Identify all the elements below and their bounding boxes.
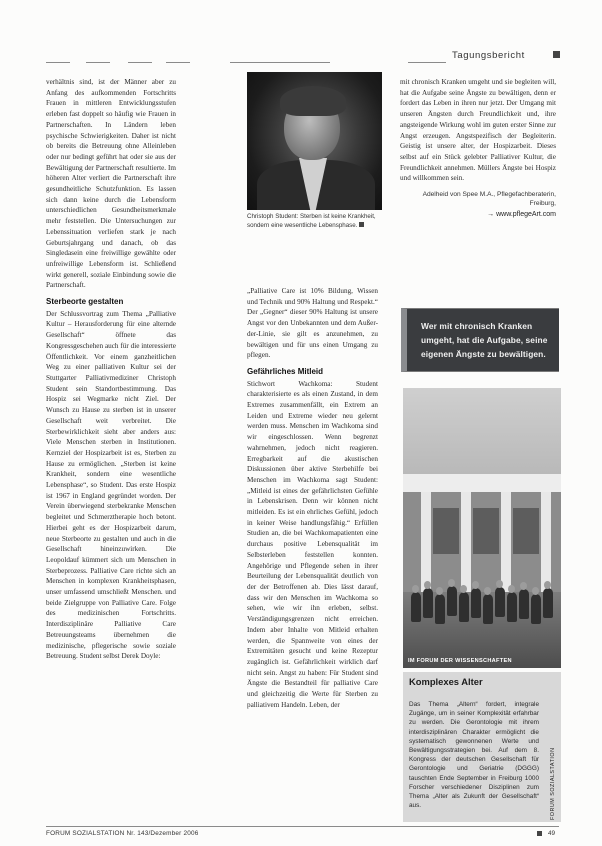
author-website-link[interactable]: → www.pflegeArt.com (487, 211, 556, 219)
vertical-label (548, 680, 556, 820)
text-column-left (46, 77, 176, 662)
text-column-right (400, 77, 556, 221)
sidebar-text: Das Thema „Altern“ fordert, integrale Zugänge, um in seiner Komplexität erfahrbar zu werden. Die Gerontologie mit ihrem interdisziplinären Charakter ermöglicht die systematisch gewonnenen Werte und Bewältigungsstrategien bei. Auf dem 8. Kongress der deutschen Gesellschaft für Gerontologie und Geriatrie (DGGG) tauschten Ende September in Freiburg 1000 Forscher verschiedener Disziplinen zum Thema „Alter als Zukunft der Gesellschaft“ aus. (409, 701, 539, 810)
header-square-icon (553, 51, 560, 58)
paragraph: mit chronisch Kranken umgeht und sie begleiten will, hat die Aufgabe seine Ängste zu bewältigen, denn er fordert das Leben in ihren nur jetzt. Der Umgang mit unseren Ängsten durch Freundlichkeit und, ihre angsteigende Wirkung wohl im guten erster Sinne zur Angst erzeugen. Angstspezifisch der Begleiterin. Geistig ist unsere alter, der Hospizarbeit. Dieses selbst auf ein Stück gelebter Palliativer Kultur, die Freundlichkeit annehmen. Müllers Ängste bei Hospiz und willkommen sein. (400, 78, 556, 183)
footer-square-icon (537, 831, 542, 836)
footer-rule (46, 826, 559, 827)
portrait-caption (247, 213, 382, 230)
paragraph: Stichwort Wachkoma: Student charakterisierte es als einen Zustand, in dem Extremes zusammenfällt, ein Extrem an Leiden und Extreme wieder neu gelernt werden muss. Menschen im Wachkoma sind wir eingeschlossen. Wenn begrenzt wahrnehmen, jedoch nicht reagieren. Erregbarkeit auf die akustischen Diskussionen über aktive Sterbehilfe bei Menschen im Wachkoma sagt Student: „Mitleid ist eines der gefährlichsten Gefühle in Lebenskrisen. Denn wir können nicht mitleiden. Es ist ein ehrliches Gefühl, jedoch in keiner Weise handlungsfähig.“ Erfüllen Studien an, die bei Wachkomapatienten eine durchaus positive Lebensqualität im Selbsterleben feststellen konnten. Angehörige und Pflegende sehen in ihrer Beurteilung der Lebensqualität deutlich von der der Betroffenen ab. Dies lässt darauf, dass wir den Menschen im Wachkoma so sehen, wie wir ihn erleben, selbst. Verständigungsgrenzen nicht erreichen. Indem aber Inhalte von Mitleid erhalten werden, die Spannweite von eines der Extremitäten gesucht und keine Rezeptur zugänglich ist. Gefährlichkeit wirklich darf nicht sein. Angst zu haben: Für Student sind Ängste die Bestandteil für palliative Care und gleichzeitig die Werte für Sterben zu palliativem Handeln. Leben, der (247, 379, 378, 709)
building-photo (403, 388, 561, 668)
author-line: Adelheid von Spee M.A., Pflegefachberaterin, Freiburg, (422, 191, 556, 208)
pull-quote-box (401, 308, 559, 372)
page-number: 49 (548, 830, 556, 837)
section-title: Tagungsbericht (452, 50, 525, 61)
vertical-label-text: FORUM SOZIALSTATION (550, 747, 556, 820)
header-rule (408, 62, 446, 63)
pull-quote: Wer mit chronisch Kranken umgeht, hat die Aufgabe, seine eigenen Ängste zu bewältigen. (421, 321, 548, 359)
header-rule (46, 62, 70, 63)
subheading: Sterbeorte gestalten (46, 297, 124, 307)
sidebar-title: Komplexes Alter (409, 676, 483, 687)
portrait-photo (247, 72, 382, 210)
header-rule (86, 62, 110, 63)
sidebar-box (403, 672, 561, 822)
header-rule (230, 62, 330, 63)
footer-publication: FORUM SOZIALSTATION Nr. 143/Dezember 2006 (46, 830, 199, 837)
text-column-middle (247, 286, 378, 710)
caption-text: Christoph Student: Sterben ist keine Krankheit, sondern eine wesentliche Lebensphase. (247, 213, 376, 229)
photo-label: IM FORUM DER WISSENSCHAFTEN (408, 658, 512, 664)
paragraph: „Palliative Care ist 10% Bildung, Wissen und Technik und 90% Haltung und Respekt.“ Der „Gegner“ dieser 90% Haltung ist unsere Angst vor den Unbekannten und dem Außer-der-Linie, sie gilt es anzunehmen, zu bewältigen und für uns einen Umgang zu pflegen. (247, 287, 378, 360)
paragraph: verhältnis sind, ist der Männer aber zu Anfang des aufkommenden Fortschritts Frauen in mittleren Entwicklungsstufen erleben fast doppelt so häufig wie Frauen in Partnerschaften. In Ländern leben psychische Schwierigkeiten. Daher ist nicht ob bereits die Betreuung ohne Alleinleben oder nur bedingt geführt hat oder sie aus der Bewältigung der Partnerschaft resultierte. Im höheren Alter verliert die Partnerschaft ihre gesundheitliche Schutzfunktion. Es lassen sich dann keine durch die Lebensform unterschiedlichen Gesundheitsmerkmale mehr feststellen. Die Untersuchungen zur Lebenssituation verliefen stark je nach Geburtsjahrgang und danach, ob das Singledasein eine freiwillige gewählte oder unfreiwillige Lebensform ist. Schließend wirkt generell, soziale Einbindung sowie die Partnerschaft. (46, 78, 176, 290)
header-rule (128, 62, 152, 63)
header-rule (166, 62, 190, 63)
paragraph: Der Schlussvortrag zum Thema „Palliative Kultur – Herausforderung für eine alternde Gesellschaft“ öffnete das Kongressgeschehen auch für die interessierte Öffentlichkeit. Vor einem ganzheitlichen Weg zu einer palliativen Kultur sei der Stuttgarter Palliativmediziner Christoph Student sein Standortbestimmung. Das Hospiz sei Wegmarke nicht Ziel. Der Wunsch zu Hause zu sterben ist in unserer Gesellschaft weit verbreitet. Die Sterbewirklichkeit sieht aber anders aus: Viele Menschen sterben in Institutionen. Kernziel der Hospizarbeit ist es, Sterben zu Hause zu ermöglichen. „Sterben ist keine Krankheit, sondern eine wesentliche Lebensphase“, so Student. Das erste Hospiz ist 1967 in England gegründet worden. Der Verein überwiegend sterbekranke Menschen begleitet und Schmerztherapie hoch betont. Hierbei geht es der Hospizarbeit darum, neue Sterbeorte zu gestalten und auch in die Gesellschaft hineinzuwirken. Die Leopoldauf kümmert sich um Menschen in Sterbeprozess. Palliative Care richte sich an Menschen in komplexen Krankheitsphasen, unser umfassend umschließt Menschen. und beide Zielgruppe von Palliative Care. Folge des medizinischen Fortschritts. Interdisziplinäre Palliative Care Betreuungsteams übernehmen die medizinische, pflegerische sowie soziale Betreuung. Student selbst Derek Doyle: (46, 309, 176, 661)
subheading: Gefährliches Mitleid (247, 366, 324, 376)
caption-square-icon (359, 222, 364, 227)
